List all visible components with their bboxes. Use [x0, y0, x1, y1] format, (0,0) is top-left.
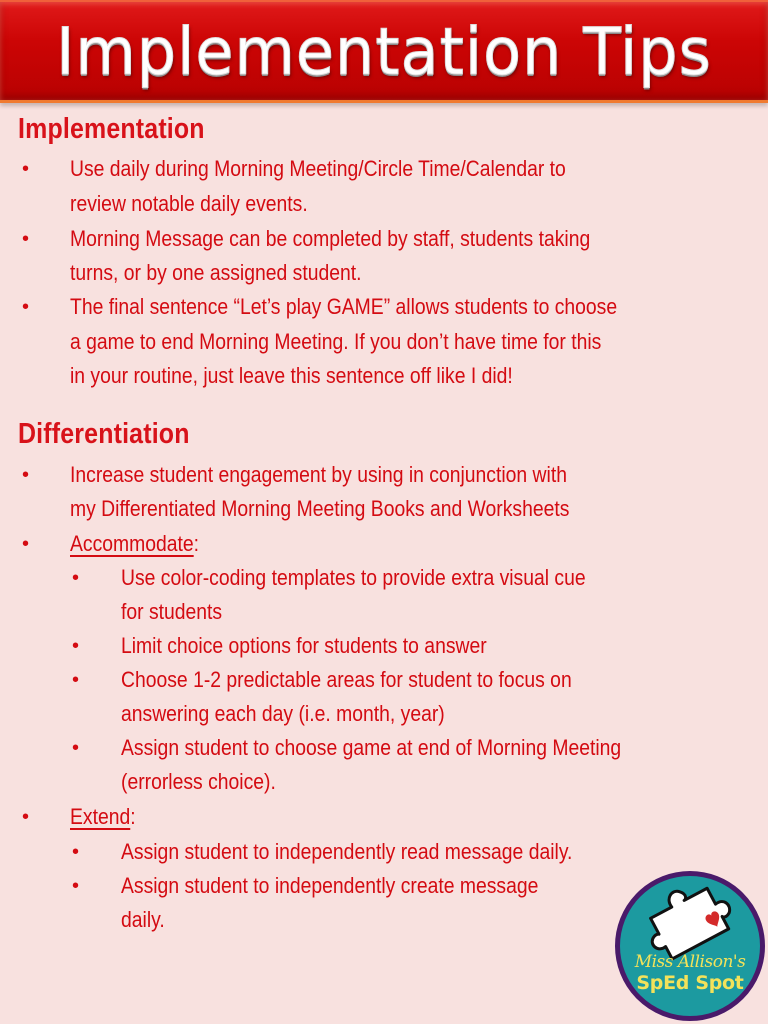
extend-label: Extend [70, 804, 131, 829]
accommodate-label-row [70, 527, 199, 561]
implementation-bullet-1-line-2: review notable daily events. [70, 191, 308, 216]
accommodate-item-4-line-2: (errorless choice). [121, 769, 276, 794]
accommodate-item-2-line-1: Limit choice options for students to answer [121, 633, 487, 658]
logo-bold-text: SpEd Spot [636, 972, 744, 994]
sub-bullet-icon: • [72, 567, 80, 589]
sub-bullet-icon: • [72, 737, 80, 759]
implementation-bullet-2-line-1: Morning Message can be completed by staff, students taking [70, 226, 591, 251]
accommodate-item-4-line-1: Assign student to choose game at end of Morning Meeting [121, 735, 622, 760]
title-banner [0, 0, 768, 103]
bullet-icon: • [22, 296, 30, 318]
bullet-icon: • [22, 533, 30, 555]
accommodate-item-1-line-2: for students [121, 599, 223, 624]
implementation-bullet-3-line-1: The final sentence “Let’s play GAME” allows students to choose [70, 294, 618, 319]
bullet-icon: • [22, 228, 30, 250]
page-title: Implementation Tips [56, 12, 712, 90]
accommodate-colon: : [193, 531, 200, 556]
accommodate-item-3-line-1: Choose 1-2 predictable areas for student to focus on [121, 667, 572, 692]
logo-script-text: Miss Allison's [634, 952, 746, 972]
brand-logo [615, 871, 765, 1021]
extend-colon: : [130, 804, 136, 829]
sub-bullet-icon: • [72, 669, 80, 691]
bullet-icon: • [22, 464, 30, 486]
extend-label-row [70, 800, 136, 834]
implementation-bullet-3-line-3: in your routine, just leave this sentence off like I did! [70, 363, 513, 388]
implementation-bullet-2-line-2: turns, or by one assigned student. [70, 260, 362, 285]
puzzle-piece-heart-icon [620, 876, 760, 1016]
section-heading-differentiation: Differentiation [18, 418, 190, 450]
extend-item-2-line-1: Assign student to independently create message [121, 873, 539, 898]
sub-bullet-icon: • [72, 841, 80, 863]
extend-item-1-line-1: Assign student to independently read message daily. [121, 839, 573, 864]
accommodate-label: Accommodate [70, 531, 194, 556]
sub-bullet-icon: • [72, 635, 80, 657]
bullet-icon: • [22, 806, 30, 828]
sub-bullet-icon: • [72, 875, 80, 897]
implementation-bullet-1-line-1: Use daily during Morning Meeting/Circle Time/Calendar to [70, 156, 566, 181]
bullet-icon: • [22, 158, 30, 180]
section-heading-implementation: Implementation [18, 113, 205, 145]
differentiation-bullet-1-line-2: my Differentiated Morning Meeting Books and Worksheets [70, 496, 570, 521]
accommodate-item-3-line-2: answering each day (i.e. month, year) [121, 701, 445, 726]
accommodate-item-1-line-1: Use color-coding templates to provide extra visual cue [121, 565, 586, 590]
implementation-bullet-3-line-2: a game to end Morning Meeting. If you don’t have time for this [70, 329, 602, 354]
extend-item-2-line-2: daily. [121, 907, 165, 932]
differentiation-bullet-1-line-1: Increase student engagement by using in conjunction with [70, 462, 567, 487]
